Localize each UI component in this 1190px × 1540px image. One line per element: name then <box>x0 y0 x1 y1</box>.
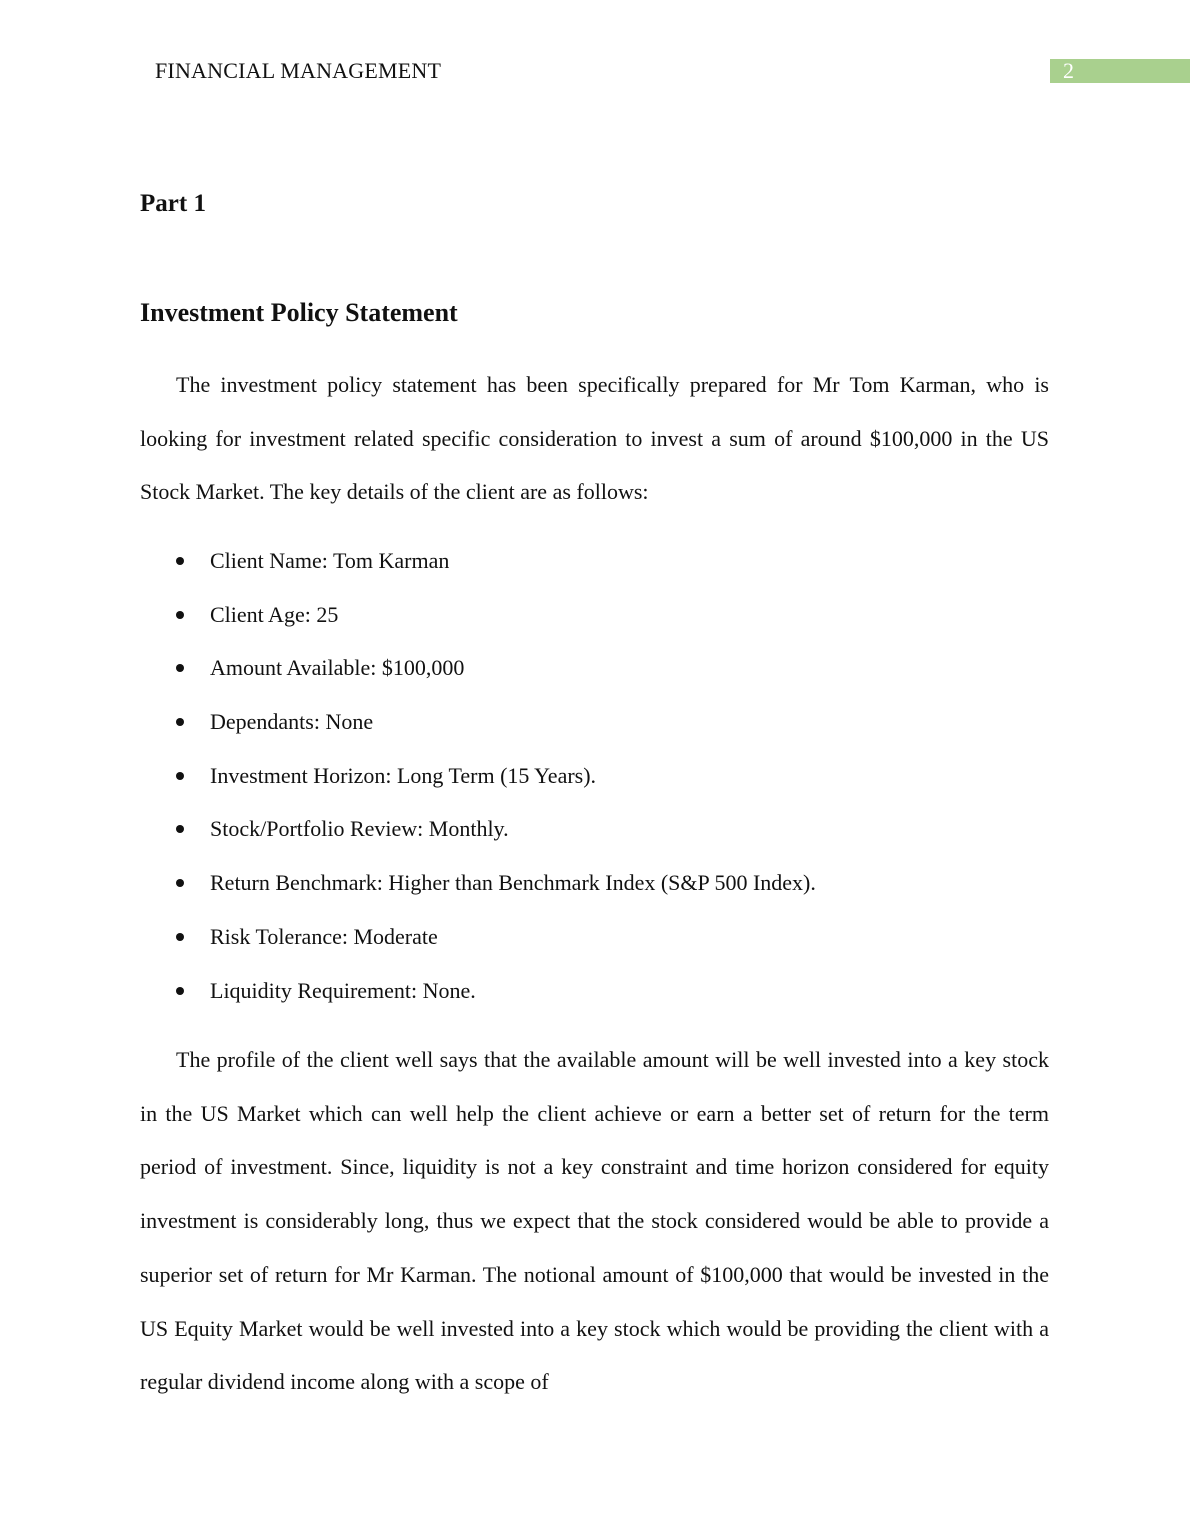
list-item-text: Stock/Portfolio Review: Monthly. <box>210 816 509 842</box>
list-item <box>0 910 1190 964</box>
list-item-text: Return Benchmark: Higher than Benchmark Index (S&P 500 Index). <box>210 870 816 896</box>
list-item-text: Investment Horizon: Long Term (15 Years). <box>210 762 597 788</box>
list-item <box>0 695 1190 749</box>
list-item <box>0 964 1190 1018</box>
part-heading: Part 1 <box>140 190 206 217</box>
list-item <box>0 856 1190 910</box>
profile-paragraph: The profile of the client well says that the available amount will be well invested into a key stock in the US Market which can well help the client achieve or earn a better set of return for the term period of investment. Since, liquidity is not a key constraint and time horizon considered for equity investment is considerably long, thus we expect that the stock considered would be able to provide a superior set of return for Mr Karman. The notional amount of $100,000 that would be invested in the US Equity Market would be well invested into a key stock which would be providing the client with a regular dividend income along with a scope of <box>140 1047 1049 1395</box>
list-item-text: Client Age: 25 <box>210 601 339 627</box>
bullet-icon <box>176 879 184 887</box>
list-item-text: Amount Available: $100,000 <box>210 655 465 681</box>
list-item <box>0 588 1190 642</box>
bullet-icon <box>176 825 184 833</box>
list-item <box>0 534 1190 588</box>
list-item <box>0 802 1190 856</box>
bullet-icon <box>176 664 184 672</box>
section-heading: Investment Policy Statement <box>140 298 458 327</box>
list-item <box>0 749 1190 803</box>
bullet-icon <box>176 718 184 726</box>
bullet-icon <box>176 987 184 995</box>
running-header-title: FINANCIAL MANAGEMENT <box>155 58 442 83</box>
client-details-list <box>0 534 1190 1017</box>
list-item-text: Liquidity Requirement: None. <box>210 977 476 1003</box>
page-number: 2 <box>1063 58 1074 83</box>
list-item-text: Dependants: None <box>210 709 374 735</box>
intro-paragraph: The investment policy statement has been specifically prepared for Mr Tom Karman, who is looking for investment related specific consideration to invest a sum of around $100,000 in the US Stock Market. The key details of the client are as follows: <box>140 372 1049 505</box>
bullet-icon <box>176 611 184 619</box>
list-item-text: Risk Tolerance: Moderate <box>210 923 438 949</box>
list-item <box>0 641 1190 695</box>
list-item-text: Client Name: Tom Karman <box>210 548 450 573</box>
bullet-icon <box>176 557 184 565</box>
bullet-icon <box>176 772 184 780</box>
bullet-icon <box>176 933 184 941</box>
